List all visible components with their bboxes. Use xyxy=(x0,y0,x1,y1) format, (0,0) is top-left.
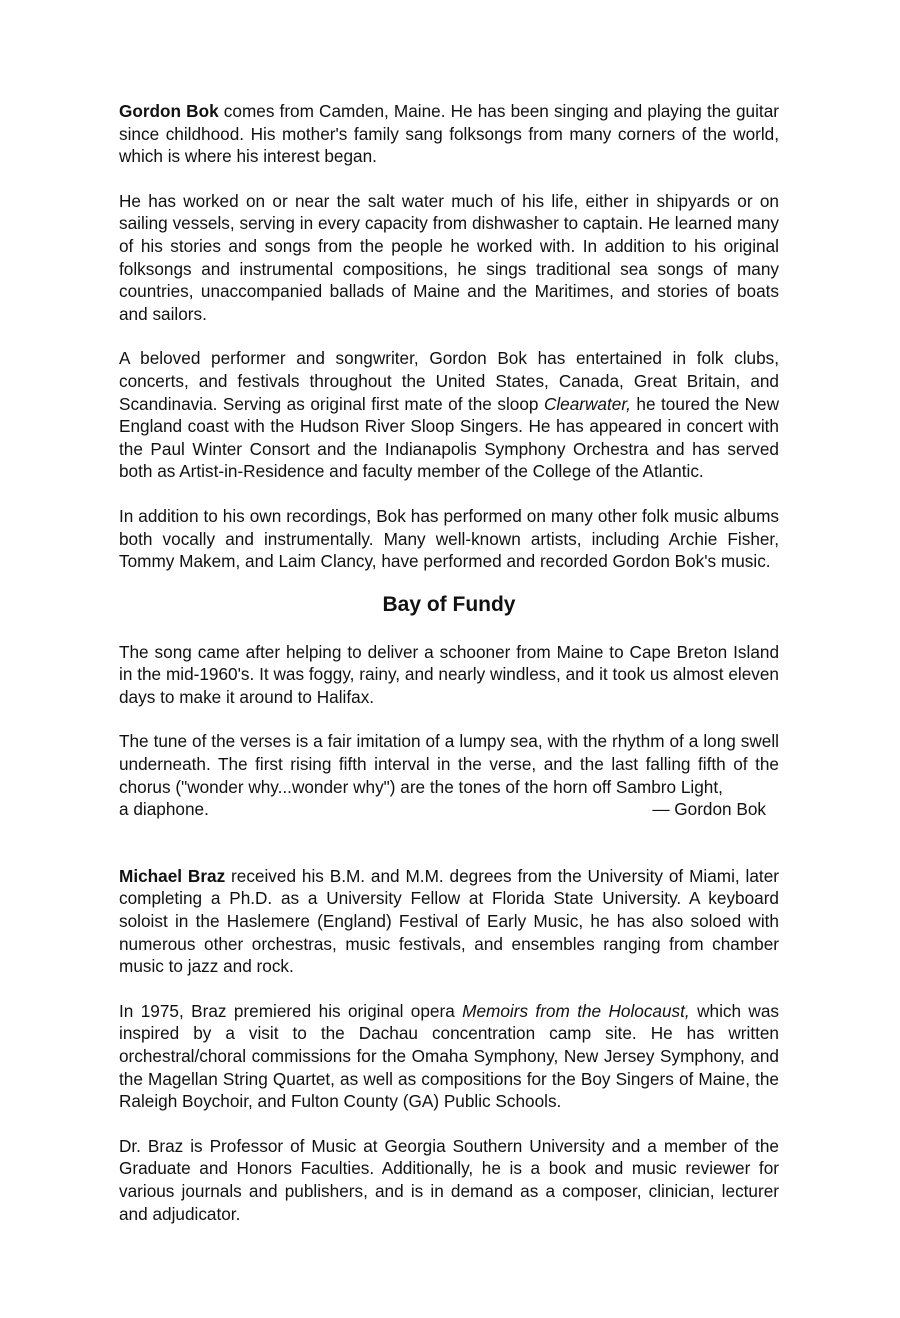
performer-name-braz: Michael Braz xyxy=(119,865,226,886)
bok-bio-paragraph-1: Gordon Bok comes from Camden, Maine. He has been singing and playing the guitar since childhood. His mother's family sang folksongs from many corners of the world, which is where his interest began. xyxy=(119,101,779,167)
braz-bio-paragraph-2: In 1975, Braz premiered his original opera Memoirs from the Holocaust, which was inspired by a visit to the Dachau concentration camp site. He has written orchestral/choral commissions for the Omaha Symphony, New Jersey Symphony, and the Magellan String Quartet, as well as compositions for the Boy Singers of Maine, the Raleigh Boychoir, and Fulton County (GA) Public Schools. xyxy=(119,1000,779,1112)
song-notes-paragraph-2: The tune of the verses is a fair imitation of a lumpy sea, with the rhythm of a long swell underneath. The first rising fifth interval in the verse, and the last falling fifth of the chorus ("wonder why...wonder why") are the tones of the horn off Sambro Light, xyxy=(119,731,779,797)
ship-name: Clearwater, xyxy=(543,393,631,414)
braz-bio-paragraph-1: Michael Braz received his B.M. and M.M. degrees from the University of Miami, later completing a Ph.D. as a University Fellow at Florida State University. A keyboard soloist in the Haslemere (England) Festival of Early Music, he has also soloed with numerous other orchestras, music festivals, and ensembles ranging from chamber music to jazz and rock. xyxy=(119,865,779,977)
bok-bio-paragraph-3: A beloved performer and songwriter, Gordon Bok has entertained in folk clubs, concerts, and festivals throughout the United States, Canada, Great Britain, and Scandinavia. Serving as original first mate of the sloop Clearwater, he toured the New England coast with the Hudson River Sloop Singers. He has appeared in concert with the Paul Winter Consort and the Indianapolis Symphony Orchestra and has served both as Artist-in-Residence and faculty member of the College of the Atlantic. xyxy=(119,348,780,482)
opera-title: Memoirs from the Holocaust, xyxy=(462,1000,690,1021)
document-body xyxy=(119,100,779,1225)
bok-bio-paragraph-2: He has worked on or near the salt water much of his life, either in shipyards or on sailing vessels, serving in every capacity from dishwasher to captain. He learned many of his stories and songs from the people he worked with. In addition to his original folksongs and instrumental compositions, he sings traditional sea songs of many countries, unaccompanied ballads of Maine and the Maritimes, and stories of boats and sailors. xyxy=(119,190,779,324)
song-title-heading: Bay of Fundy xyxy=(382,592,516,616)
performer-name-bok: Gordon Bok xyxy=(119,101,219,121)
song-notes-paragraph-1: The song came after helping to deliver a schooner from Maine to Cape Breton Island in the mid-1960's. It was foggy, rainy, and nearly windless, and it took us almost eleven days to make it around to Halifax. xyxy=(119,641,779,707)
bok-bio-paragraph-4: In addition to his own recordings, Bok has performed on many other folk music albums both vocally and instrumentally. Many well-known artists, including Archie Fisher, Tommy Makem, and Laim Clancy, have performed and recorded Gordon Bok's music. xyxy=(119,505,779,572)
song-notes-last-line: a diaphone. — Gordon Bok xyxy=(119,799,766,820)
song-attribution: — Gordon Bok xyxy=(652,799,766,820)
braz-bio-paragraph-3: Dr. Braz is Professor of Music at Georgia Southern University and a member of the Graduate and Honors Faculties. Additionally, he is a book and music reviewer for various journals and publishers, and is in demand as a composer, clinician, lecturer and adjudicator. xyxy=(119,1135,779,1224)
